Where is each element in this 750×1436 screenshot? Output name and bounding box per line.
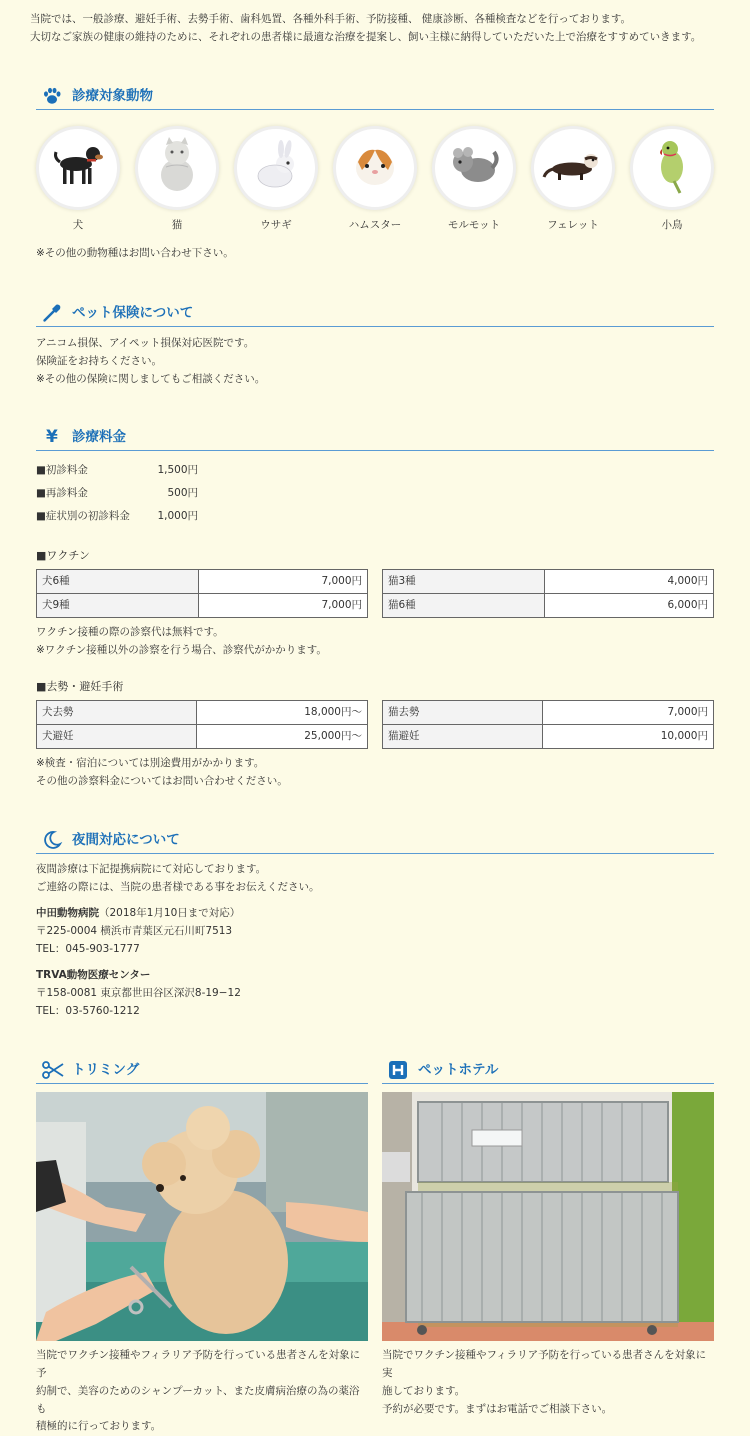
table-cell-price: 10,000円 (543, 725, 714, 749)
animal-circle (135, 126, 219, 210)
fee-price: 1,000円 (157, 510, 198, 522)
table-cell-name: 猫避妊 (383, 725, 543, 749)
table-row (383, 701, 714, 725)
section-heading-trimming (36, 1060, 368, 1084)
rabbit-icon (251, 140, 301, 197)
fee-price: 500円 (167, 487, 198, 499)
hotel-text (382, 1347, 714, 1418)
table-cell-name: 犬9種 (37, 594, 199, 618)
vaccine-cat-table (382, 569, 714, 618)
animal-circle (36, 126, 120, 210)
hospital-2 (36, 967, 241, 1021)
insurance-line: アニコム損保、アイペット損保対応医院です。 (36, 337, 255, 349)
intro-line: 当院では、一般診療、避妊手術、去勢手術、歯科処置、各種外科手術、予防接種、 健康診断、各種検査などを行っております。 (30, 13, 631, 25)
fee-price: 1,500円 (157, 464, 198, 476)
section-heading-hotel (382, 1060, 714, 1084)
fee-name: ■症状別の初診料金 (36, 510, 130, 522)
intro-text (30, 10, 730, 46)
night-line: ご連絡の際には、当院の患者様である事をお伝えください。 (36, 880, 320, 893)
animal-label: ハムスター (348, 219, 402, 231)
hospital-name: TRVA動物医療センター (36, 969, 151, 981)
hotel-photo (382, 1092, 714, 1341)
vaccine-dog-table (36, 569, 368, 618)
paw-icon (42, 86, 64, 106)
hospital-address: 〒225-0004 横浜市青葉区元石川町7513 (36, 924, 233, 937)
animal-item-chinchilla (432, 126, 516, 235)
section-heading-insurance (36, 303, 714, 327)
trimming-line: 積極的に行っております。 (36, 1420, 162, 1433)
hospital-tel: TEL：03-5760-1212 (36, 1004, 140, 1017)
moon-icon (42, 830, 64, 850)
table-cell-price: 7,000円 (199, 570, 368, 594)
table-cell-price: 18,000円〜 (197, 701, 368, 725)
table-cell-price: 25,000円〜 (197, 725, 368, 749)
animal-label: ウサギ (260, 219, 292, 231)
animal-label: 小鳥 (661, 219, 683, 231)
animal-item-bird (630, 126, 714, 235)
table-row (37, 570, 368, 594)
hospital-name: 中田動物病院 (36, 907, 99, 919)
animal-circle (333, 126, 417, 210)
intro-line: 大切なご家族の健康の維持のために、それぞれの患者様に最適な治療を提案し、飼い主様に納得していただいた上で治療をすすめていきます。 (30, 31, 702, 44)
section-title: ペットホテル (418, 1062, 499, 1078)
table-row (37, 725, 368, 749)
table-cell-price: 7,000円 (199, 594, 368, 618)
insurance-text (36, 335, 265, 389)
animal-label: モルモット (447, 219, 501, 231)
animal-item-hamster (333, 126, 417, 235)
table-cell-name: 犬6種 (37, 570, 199, 594)
dog-icon (50, 142, 106, 195)
table-cell-name: 猫3種 (383, 570, 545, 594)
table-row (37, 594, 368, 618)
surgery-note: ※検査・宿泊については別途費用がかかります。 (36, 757, 265, 769)
section-title: 診療料金 (72, 429, 126, 445)
table-cell-name: 犬去勢 (37, 701, 197, 725)
hospital-1 (36, 905, 240, 959)
fee-name: ■初診料金 (36, 464, 88, 476)
surgery-notes (36, 755, 288, 791)
hospital-address: 〒158-0081 東京都世田谷区深沢8-19−12 (36, 986, 241, 999)
hotel-line: 予約が必要です。まずはお電話でご相談下さい。 (382, 1402, 613, 1415)
hospital-remark: （2018年1月10日まで対応） (99, 907, 241, 919)
insurance-line: 保険証をお持ちください。 (36, 354, 162, 367)
vaccine-note: ワクチン接種の際の診察代は無料です。 (36, 626, 224, 638)
section-title: 夜間対応について (72, 832, 180, 848)
night-line: 夜間診療は下記提携病院にて対応しております。 (36, 863, 267, 875)
hotel-h-icon (388, 1060, 410, 1080)
section-title: ペット保険について (72, 305, 194, 321)
surgery-dog-table (36, 700, 368, 749)
fee-name: ■再診料金 (36, 487, 88, 499)
animal-item-cat (135, 126, 219, 235)
animal-label: 猫 (171, 219, 183, 231)
hospital-name-line (36, 905, 240, 923)
animal-list (36, 126, 716, 236)
animal-circle (432, 126, 516, 210)
trimming-line: 約制で、美容のためのシャンプーカット、また皮膚病治療の為の薬浴も (36, 1384, 360, 1415)
animal-item-dog (36, 126, 120, 235)
table-cell-price: 4,000円 (545, 570, 714, 594)
table-row (383, 725, 714, 749)
table-row (37, 701, 368, 725)
yen-icon: ¥ (46, 427, 58, 447)
ferret-icon (544, 147, 602, 190)
table-row (383, 570, 714, 594)
table-row (383, 594, 714, 618)
surgery-cat-table (382, 700, 714, 749)
vaccine-notes (36, 624, 327, 660)
vaccine-note: ※ワクチン接種以外の診察を行う場合、診察代がかかります。 (36, 643, 327, 656)
section-heading-night (36, 830, 714, 854)
scissors-icon (42, 1060, 64, 1080)
trimming-text (36, 1347, 368, 1436)
section-heading-fees (36, 427, 714, 451)
table-cell-price: 7,000円 (543, 701, 714, 725)
vaccine-heading: ■ワクチン (36, 549, 90, 562)
section-heading-animals (36, 86, 714, 110)
section-title: 診療対象動物 (72, 88, 153, 104)
section-title: トリミング (72, 1062, 140, 1078)
trimming-line: 当院でワクチン接種やフィラリア予防を行っている患者さんを対象に予 (36, 1349, 361, 1379)
hotel-line: 施しております。 (382, 1384, 466, 1397)
cat-icon (152, 137, 202, 200)
animal-circle (630, 126, 714, 210)
animal-label: フェレット (547, 219, 599, 231)
animal-item-ferret (531, 126, 615, 235)
table-cell-name: 犬避妊 (37, 725, 197, 749)
trimming-photo (36, 1092, 368, 1341)
night-text (36, 861, 320, 897)
animal-circle (234, 126, 318, 210)
surgery-note: その他の診察料金についてはお問い合わせください。 (36, 774, 288, 787)
chinchilla-icon (448, 142, 500, 195)
animal-item-rabbit (234, 126, 318, 235)
dropper-icon (42, 303, 64, 323)
insurance-line: ※その他の保険に関しましてもご相談ください。 (36, 372, 266, 385)
table-cell-price: 6,000円 (545, 594, 714, 618)
bird-icon (652, 137, 692, 200)
animal-label: 犬 (72, 219, 84, 231)
animal-circle (531, 126, 615, 210)
table-cell-name: 猫6種 (383, 594, 545, 618)
hamster-icon (350, 140, 400, 197)
animals-note: ※その他の動物種はお問い合わせ下さい。 (36, 247, 234, 259)
hotel-line: 当院でワクチン接種やフィラリア予防を行っている患者さんを対象に実 (382, 1349, 707, 1379)
hospital-tel: TEL：045-903-1777 (36, 942, 140, 955)
table-cell-name: 猫去勢 (383, 701, 543, 725)
surgery-heading: ■去勢・避妊手術 (36, 680, 124, 693)
